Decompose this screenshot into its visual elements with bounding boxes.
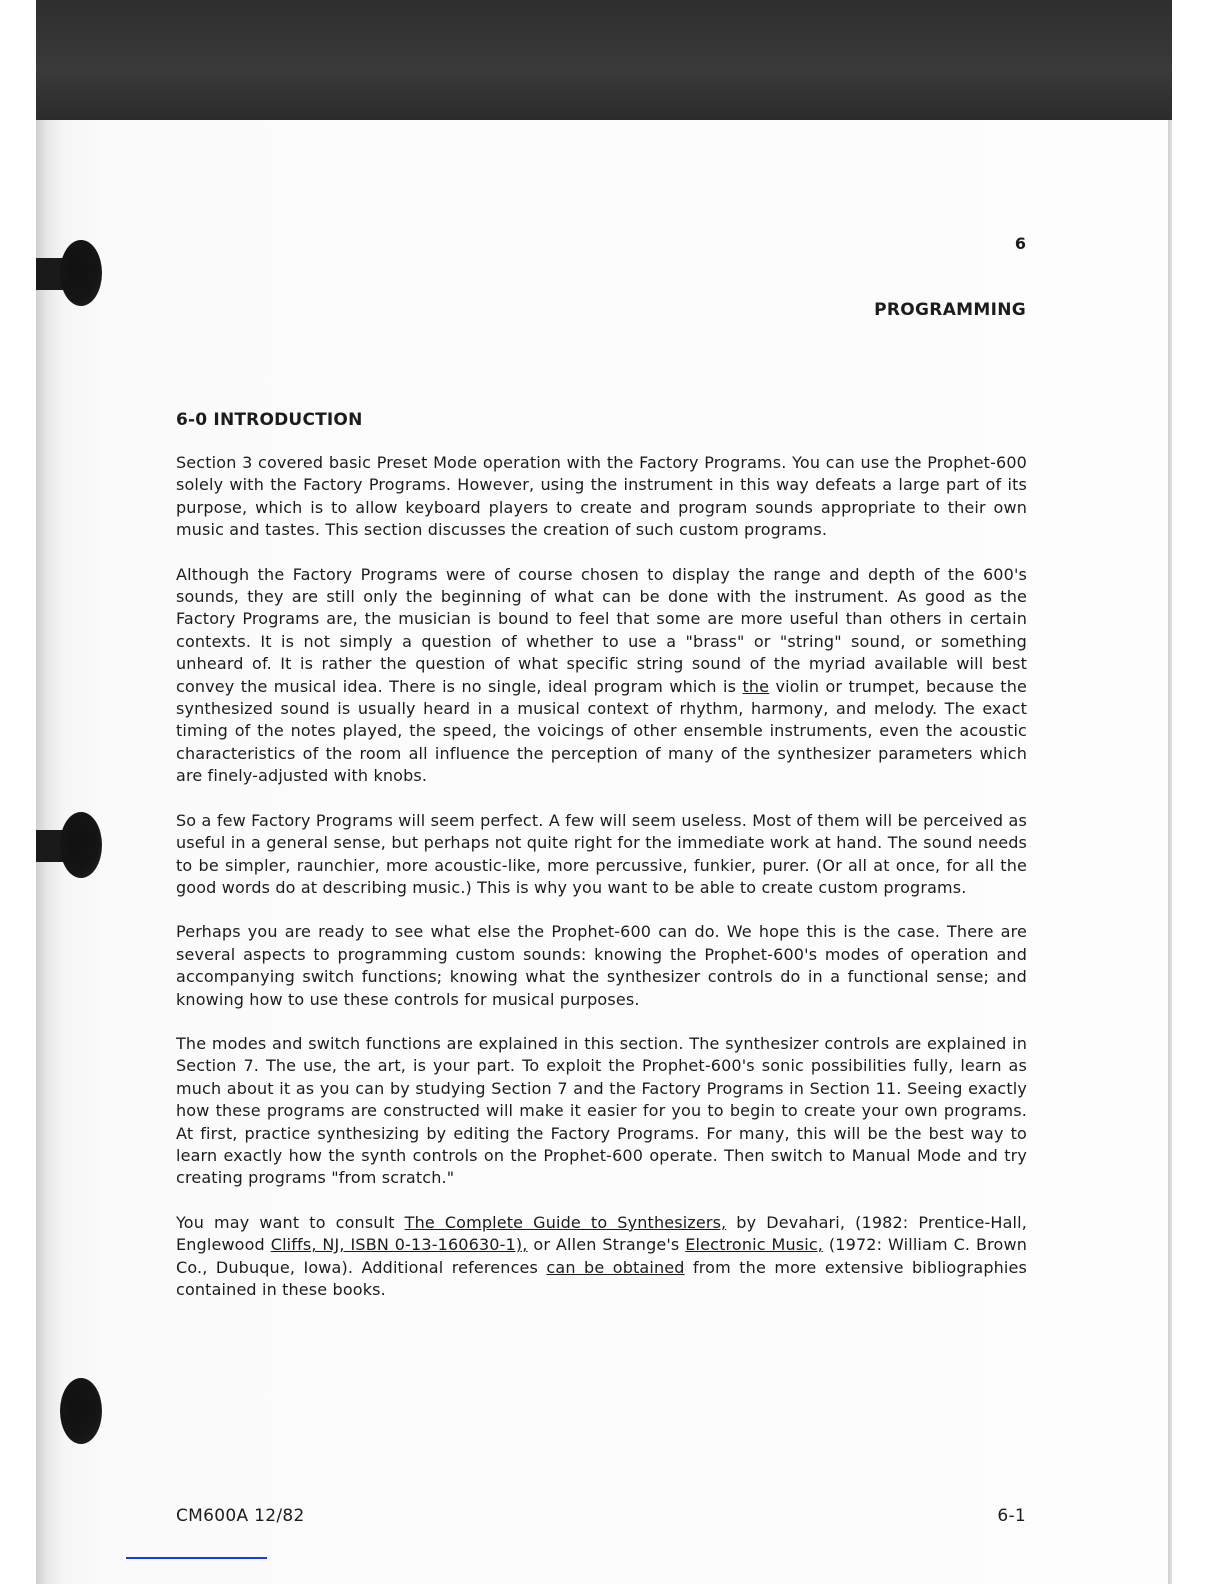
paragraph-6-part-c: or Allen Strange's <box>527 1235 686 1255</box>
paragraph-2-part-b: violin or trumpet, because the synthesized sound is usually heard in a musical context of rhythm, harmony, and melody. The exact timing of the notes played, the speed, the voicings of other ensemble instruments, even the acoustic characteristics of the room all influence the perception of many of the synthesizer parameters which are finely-adjusted with knobs. <box>176 676 1027 786</box>
paragraph-6 <box>176 1212 1027 1302</box>
paragraph-2-part-a: Although the Factory Programs were of course chosen to display the range and depth of the 600's sounds, they are still only the beginning of what can be done with the instrument. As good as the Factory Programs are, the musician is bound to feel that some are more useful than others in certain contexts. It is not simply a question of whether to use a "brass" or "string" sound, or something unheard of. It is rather the question of what specific string sound of the myriad available will best convey the musical idea. There is no single, ideal program which is <box>176 564 1027 696</box>
book-title-complete-guide: The Complete Guide to Synthesizers, <box>404 1212 727 1232</box>
paragraph-5: The modes and switch functions are explained in this section. The synthesizer controls are explained in Section 7. The use, the art, is your part. To exploit the Prophet-600's sonic possibilities fully, learn as much about it as you can by studying Section 7 and the Factory Programs in Section 11. Seeing exactly how these programs are constructed will make it easier for you to begin to create your own programs. At first, practice synthesizing by editing the Factory Programs. For many, this will be the best way to learn exactly how the synth controls on the Prophet-600 operate. Then switch to Manual Mode and try creating programs "from scratch." <box>176 1033 1027 1188</box>
footer-doc-code: CM600A 12/82 <box>176 1506 305 1526</box>
paragraph-3: So a few Factory Programs will seem perfect. A few will seem useless. Most of them will be perceived as useful in a general sense, but perhaps not quite right for the immediate work at hand. The sound needs to be simpler, raunchier, more acoustic-like, more percussive, funkier, purer. (Or all at once, for all the good words do at describing music.) This is why you want to be able to create custom programs. <box>176 810 1027 897</box>
scan-blue-mark <box>126 1557 267 1559</box>
punch-hole-top <box>60 240 102 306</box>
body-text <box>176 410 1027 1323</box>
paragraph-1: Section 3 covered basic Preset Mode operation with the Factory Programs. You can use the Prophet-600 solely with the Factory Programs. However, using the instrument in this way defeats a large part of its purpose, which is to allow keyboard players to create and program sounds appropriate to their own music and tastes. This section discusses the creation of such custom programs. <box>176 453 1027 540</box>
punch-hole-bottom <box>60 1378 102 1444</box>
paragraph-6-part-b: by Devahari, (1982: Prentice-Hall, Englewood <box>176 1212 1027 1255</box>
punch-hole-middle <box>60 812 102 878</box>
footer-page-number: 6-1 <box>997 1506 1026 1526</box>
section-number: 6 <box>1014 234 1026 253</box>
paragraph-6-part-a: You may want to consult <box>176 1212 405 1232</box>
scan-right-margin <box>1172 0 1224 1584</box>
isbn-citation: Cliffs, NJ, ISBN 0-13-160630-1), <box>270 1235 528 1255</box>
paragraph-4: Perhaps you are ready to see what else the Prophet-600 can do. We hope this is the case. There are several aspects to programming custom sounds: knowing the Prophet-600's modes of operation and accompanying switch functions; knowing what the synthesizer controls do in a functional sense; and knowing how to use these controls for musical purposes. <box>176 922 1027 1009</box>
scan-top-shadow <box>0 0 1224 120</box>
intro-heading: 6-0 INTRODUCTION <box>176 410 363 430</box>
underlined-can-be-obtained: can be obtained <box>546 1257 685 1277</box>
paragraph-2 <box>176 564 1027 788</box>
section-title: PROGRAMMING <box>874 300 1026 320</box>
book-title-electronic-music: Electronic Music, <box>685 1235 824 1255</box>
paragraph-6-part-e: from the more extensive bibliographies contained in these books. <box>176 1257 1028 1299</box>
emphasis-the: the <box>742 676 770 696</box>
paragraph-6-part-d: (1972: William C. Brown Co., Dubuque, Iowa). Additional references <box>176 1235 1027 1277</box>
scan-left-margin <box>0 0 36 1584</box>
